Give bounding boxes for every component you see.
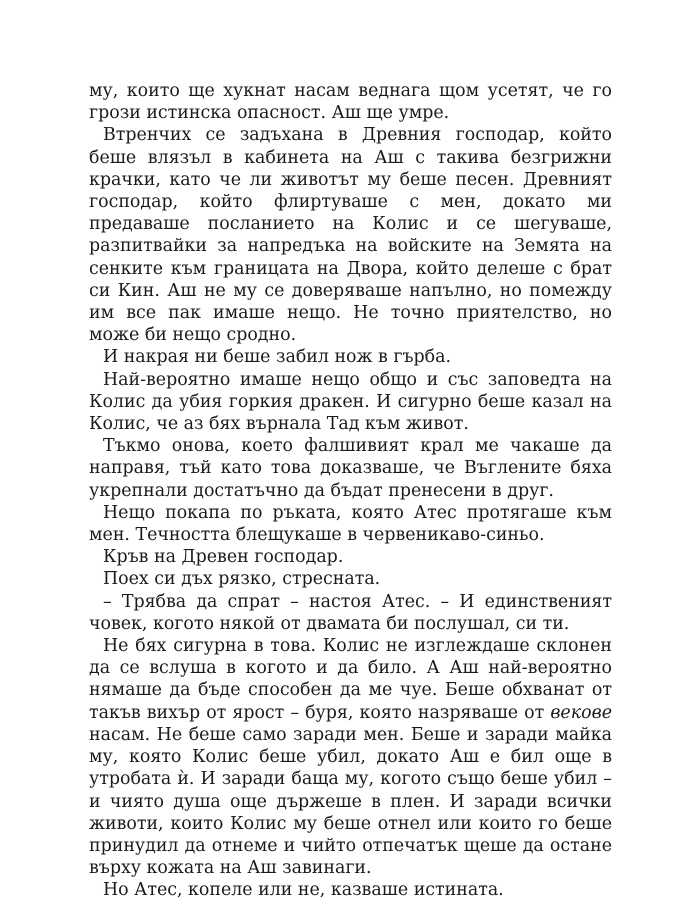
paragraph: Най-вероятно имаше нещо общо и със заповедта на Колис да убия горкия дракен. И сигурно беше казал на Колис, че аз бях върнала Тад към живот. (89, 369, 612, 435)
paragraph: Кръв на Древен господар. (103, 547, 344, 568)
paragraph: Поех си дъх рязко, стресната. (103, 569, 381, 590)
book-page (89, 80, 612, 902)
paragraph: Нещо покапа по ръката, която Атес протягаше към мен. Течността блещукаше в червеникаво-синьо. (89, 502, 612, 546)
paragraph: Тъкмо онова, което фалшивият крал ме чакаше да направя, тъй като това доказваше, че Въглените бяха укрепнали достатъчно да бъдат пренесени в друг. (89, 436, 612, 501)
paragraph (89, 635, 612, 879)
paragraph: му, които ще хукнат насам веднага щом усетят, че го грози истинска опасност. Аш ще умре. (89, 81, 612, 124)
emphasis-text: векове (550, 702, 612, 723)
paragraph: И накрая ни беше забил нож в гърба. (103, 347, 452, 368)
paragraph: Втренчих се задъхана в Древния господар, който беше влязъл в кабинета на Аш с такива безгрижни крачки, като че ли животът му беше песен. Древният господар, който флиртуваше с мен, докато ми предаваше посланието на Колис и се шегуваше, разпитвайки за напредъка на войските на Земята на сенките към границата на Двора, който делеше с брат си Кин. Аш не му се доверяваше напълно, но помежду им все пак имаше нещо. Не точно приятелство, но може би нещо сродно. (89, 125, 612, 346)
paragraph-text-after: насам. Не беше само заради мен. Беше и заради майка му, която Колис беше убил, докато Аш е бил още в утробата ѝ. И заради баща му, когото също беше убил – и чиято душа още държеше в плен. И заради всички животи, които Колис му беше отнел или които го беше принудил да отнеме и чийто отпечатък щеше да остане върху кожата на Аш завинаги. (89, 724, 612, 879)
paragraph: Но Атес, копеле или не, казваше истината. (103, 880, 504, 901)
paragraph-text-before: Не бях сигурна в това. Колис не изглеждаше склонен да се вслуша в когото и да било. А Аш най-вероятно нямаше да бъде способен да ме чуе. Беше обхванат от такъв вихър от ярост – буря, която назряваше от (89, 636, 612, 723)
paragraph: – Трябва да спрат – настоя Атес. – И единственият човек, когото някой от двамата би послушал, си ти. (89, 591, 612, 634)
